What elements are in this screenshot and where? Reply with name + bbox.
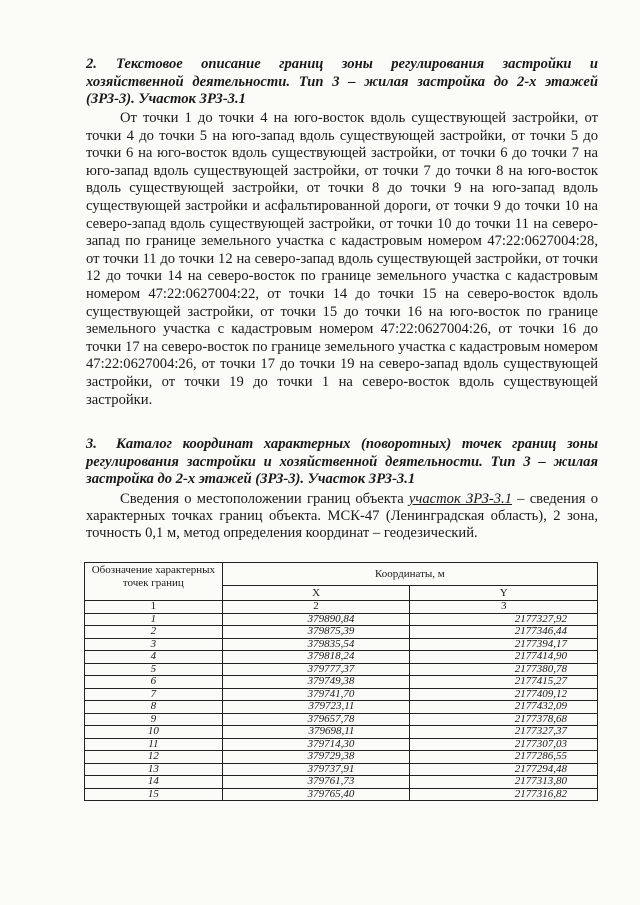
section-2-paragraph: От точки 1 до точки 4 на юго-восток вдоль существующей застройки, от точки 4 до точки 5 на юго-запад вдоль существующей застройки, от точки 5 до точки 6 на юго-восток вдоль существующей застройки, от точки 6 до точки 7 на юго-запад вдоль существующей застройки, от точки 7 до точки 8 на юго-восток вдоль существующей застройки, от точки 8 до точки 9 на юго-запад вдоль существующей застройки и асфальтированной дороги, от точки 9 до точки 10 на северо-запад вдоль существующей застройки, от точки 10 до точки 11 на северо-запад по границе земельного участка с кадастровым номером 47:22:0627004:28, от точки 11 до точки 12 на северо-запад вдоль существующей застройки, от точки 12 до точки 14 на северо-восток по границе земельного участка с кадастровым номером 47:22:0627004:22, от точки 14 до точки 15 на северо-восток вдоль существующей застройки, от точки 15 до точки 16 на юго-восток по границе земельного участка с кадастровым номером 47:22:0627004:26, от точки 16 до точки 17 на северо-восток по границе земельного участка с кадастровым номером 47:22:0627004:26, от точки 17 до точки 19 на северо-запад вдоль существующей застройки, от точки 19 до точки 1 на северо-восток вдоль существующей застройки.	[86, 110, 598, 408]
point-number: 15	[85, 788, 223, 801]
intro-text-after: – сведения о характерных точках границ объекта. МСК-47 (Ленинградская область), 2 зона, точность 0,1 м, метод определения координат – геодезический.	[86, 491, 598, 541]
section-3-number: 3.	[86, 436, 97, 452]
section-2-number: 2.	[86, 56, 97, 72]
y-coordinate: 2177346,44	[410, 626, 598, 639]
x-coordinate: 379835,54	[222, 638, 410, 651]
x-coordinate: 379729,38	[222, 751, 410, 764]
x-coordinate: 379765,40	[222, 788, 410, 801]
table-row	[85, 638, 598, 651]
coordinates-table-body	[85, 601, 598, 801]
point-number: 11	[85, 738, 223, 751]
table-row	[85, 726, 598, 739]
x-coordinate: 379657,78	[222, 713, 410, 726]
x-coordinate: 379761,73	[222, 776, 410, 789]
table-row	[85, 701, 598, 714]
section-3-heading	[86, 436, 598, 489]
table-row	[85, 688, 598, 701]
header-x: X	[222, 586, 410, 601]
x-coordinate: 379777,37	[222, 663, 410, 676]
table-row	[85, 613, 598, 626]
y-coordinate: 2177409,12	[410, 688, 598, 701]
y-coordinate: 2177394,17	[410, 638, 598, 651]
object-name-link: участок ЗРЗ-3.1	[408, 491, 512, 507]
x-coordinate: 379737,91	[222, 763, 410, 776]
column-index-2: 2	[222, 601, 410, 614]
point-number: 13	[85, 763, 223, 776]
x-coordinate: 379890,84	[222, 613, 410, 626]
column-index-3: 3	[410, 601, 598, 614]
y-coordinate: 2177327,92	[410, 613, 598, 626]
y-coordinate: 2177286,55	[410, 751, 598, 764]
table-row	[85, 713, 598, 726]
point-number: 4	[85, 651, 223, 664]
y-coordinate: 2177307,03	[410, 738, 598, 751]
point-number: 6	[85, 676, 223, 689]
x-coordinate: 379749,38	[222, 676, 410, 689]
table-row	[85, 763, 598, 776]
point-number: 5	[85, 663, 223, 676]
coordinates-table	[84, 562, 598, 801]
y-coordinate: 2177378,68	[410, 713, 598, 726]
header-y: Y	[410, 586, 598, 601]
header-coordinates: Координаты, м	[222, 563, 597, 586]
x-coordinate: 379714,30	[222, 738, 410, 751]
point-number: 9	[85, 713, 223, 726]
table-row	[85, 676, 598, 689]
x-coordinate: 379723,11	[222, 701, 410, 714]
column-index-1: 1	[85, 601, 223, 614]
point-number: 12	[85, 751, 223, 764]
point-number: 1	[85, 613, 223, 626]
table-row	[85, 776, 598, 789]
x-coordinate: 379698,11	[222, 726, 410, 739]
section-2-heading	[86, 56, 598, 109]
table-row	[85, 738, 598, 751]
intro-text-before: Сведения о местоположении границ объекта	[120, 491, 409, 507]
table-row	[85, 788, 598, 801]
y-coordinate: 2177432,09	[410, 701, 598, 714]
x-coordinate: 379818,24	[222, 651, 410, 664]
y-coordinate: 2177316,82	[410, 788, 598, 801]
point-number: 10	[85, 726, 223, 739]
y-coordinate: 2177294,48	[410, 763, 598, 776]
point-number: 3	[85, 638, 223, 651]
y-coordinate: 2177414,90	[410, 651, 598, 664]
section-2-title: Текстовое описание границ зоны регулирования застройки и хозяйственной деятельности. Тип 3 – жилая застройка до 2-х этажей (ЗРЗ-3). Участок ЗРЗ-3.1	[86, 56, 598, 107]
header-point-label: Обозначение характерных точек границ	[85, 563, 223, 601]
point-number: 7	[85, 688, 223, 701]
point-number: 2	[85, 626, 223, 639]
y-coordinate: 2177313,80	[410, 776, 598, 789]
section-3-title: Каталог координат характерных (поворотных) точек границ зоны регулирования застройки и хозяйственной деятельности. Тип 3 – жилая застройка до 2-х этажей (ЗРЗ-3). Участок ЗРЗ-3.1	[86, 436, 598, 487]
column-index-row	[85, 601, 598, 614]
y-coordinate: 2177415,27	[410, 676, 598, 689]
table-row	[85, 751, 598, 764]
x-coordinate: 379741,70	[222, 688, 410, 701]
section-3-intro	[86, 491, 598, 542]
table-row	[85, 626, 598, 639]
table-row	[85, 651, 598, 664]
x-coordinate: 379875,39	[222, 626, 410, 639]
point-number: 14	[85, 776, 223, 789]
y-coordinate: 2177380,78	[410, 663, 598, 676]
y-coordinate: 2177327,37	[410, 726, 598, 739]
point-number: 8	[85, 701, 223, 714]
table-row	[85, 663, 598, 676]
